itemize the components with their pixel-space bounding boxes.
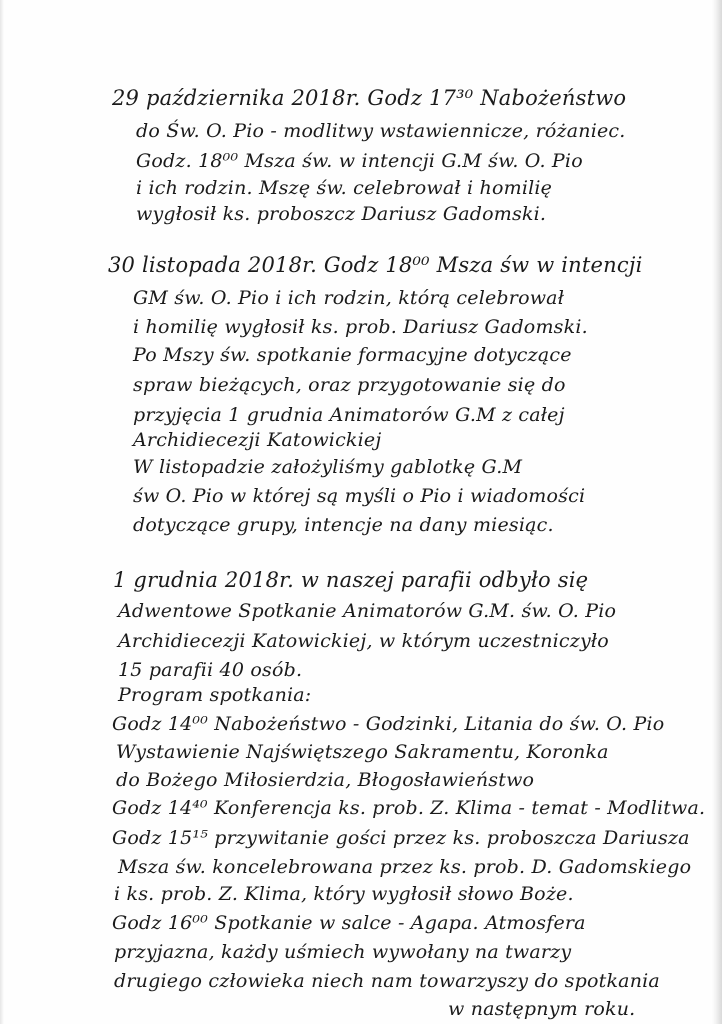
entry-2-line-10: dotyczące grupy, intencje na dany miesiąc. <box>133 514 554 536</box>
entry-3-line-7: Wystawienie Najświętszego Sakramentu, Koronka <box>116 741 609 763</box>
entry-2-line-2: GM św. O. Pio i ich rodzin, którą celebrował <box>133 287 565 309</box>
entry-2-line-1: 30 listopada 2018r. Godz 18⁰⁰ Msza św w intencji <box>108 253 643 277</box>
page-edge-left <box>0 0 4 1024</box>
entry-1-line-3: Godz. 18⁰⁰ Msza św. w intencji G.M św. O. Pio <box>136 150 583 172</box>
entry-2-line-9: św O. Pio w której są myśli o Pio i wiadomości <box>133 485 586 507</box>
entry-3-line-14: przyjazna, każdy uśmiech wywołany na twarzy <box>114 941 572 963</box>
entry-2-line-8: W listopadzie założyliśmy gablotkę G.M <box>133 456 523 478</box>
entry-3-line-11: Msza św. koncelebrowana przez ks. prob. D. Gadomskiego <box>118 856 692 878</box>
entry-3-line-9: Godz 14⁴⁰ Konferencja ks. prob. Z. Klima - temat - Modlitwa. <box>112 797 706 819</box>
entry-2-line-4: Po Mszy św. spotkanie formacyjne dotyczące <box>133 344 572 366</box>
entry-1-line-4: i ich rodzin. Mszę św. celebrował i homilię <box>136 177 553 199</box>
entry-2-line-7: Archidiecezji Katowickiej <box>133 429 382 451</box>
entry-2-line-6: przyjęcia 1 grudnia Animatorów G.M z całej <box>133 404 565 426</box>
entry-3-line-3: Archidiecezji Katowickiej, w którym uczestniczyło <box>118 630 609 652</box>
entry-1-line-5: wygłosił ks. proboszcz Dariusz Gadomski. <box>136 203 547 225</box>
entry-3-line-10: Godz 15¹⁵ przywitanie gości przez ks. proboszcza Dariusza <box>112 827 690 849</box>
entry-3-line-16: w następnym roku. <box>448 998 636 1020</box>
entry-3-line-12: i ks. prob. Z. Klima, który wygłosił słowo Boże. <box>114 883 574 905</box>
entry-3-line-2: Adwentowe Spotkanie Animatorów G.M. św. O. Pio <box>118 600 617 622</box>
entry-3-line-13: Godz 16⁰⁰ Spotkanie w salce - Agapa. Atmosfera <box>112 912 586 934</box>
entry-1-line-1: 29 października 2018r. Godz 17³⁰ Nabożeństwo <box>112 86 627 110</box>
entry-3-line-8: do Bożego Miłosierdzia, Błogosławieństwo <box>116 769 535 791</box>
entry-2-line-5: spraw bieżących, oraz przygotowanie się do <box>133 374 566 396</box>
entry-1-line-2: do Św. O. Pio - modlitwy wstawiennicze, różaniec. <box>136 120 626 142</box>
entry-3-line-1: 1 grudnia 2018r. w naszej parafii odbyło się <box>113 568 589 592</box>
entry-3-line-6: Godz 14⁰⁰ Nabożeństwo - Godzinki, Litania do św. O. Pio <box>112 713 665 735</box>
entry-3-line-5: Program spotkania: <box>118 684 312 706</box>
entry-3-line-4: 15 parafii 40 osób. <box>118 659 303 681</box>
entry-3-line-15: drugiego człowieka niech nam towarzyszy do spotkania <box>114 970 660 992</box>
page-edge-right <box>712 0 722 1024</box>
entry-2-line-3: i homilię wygłosił ks. prob. Dariusz Gadomski. <box>133 316 588 338</box>
